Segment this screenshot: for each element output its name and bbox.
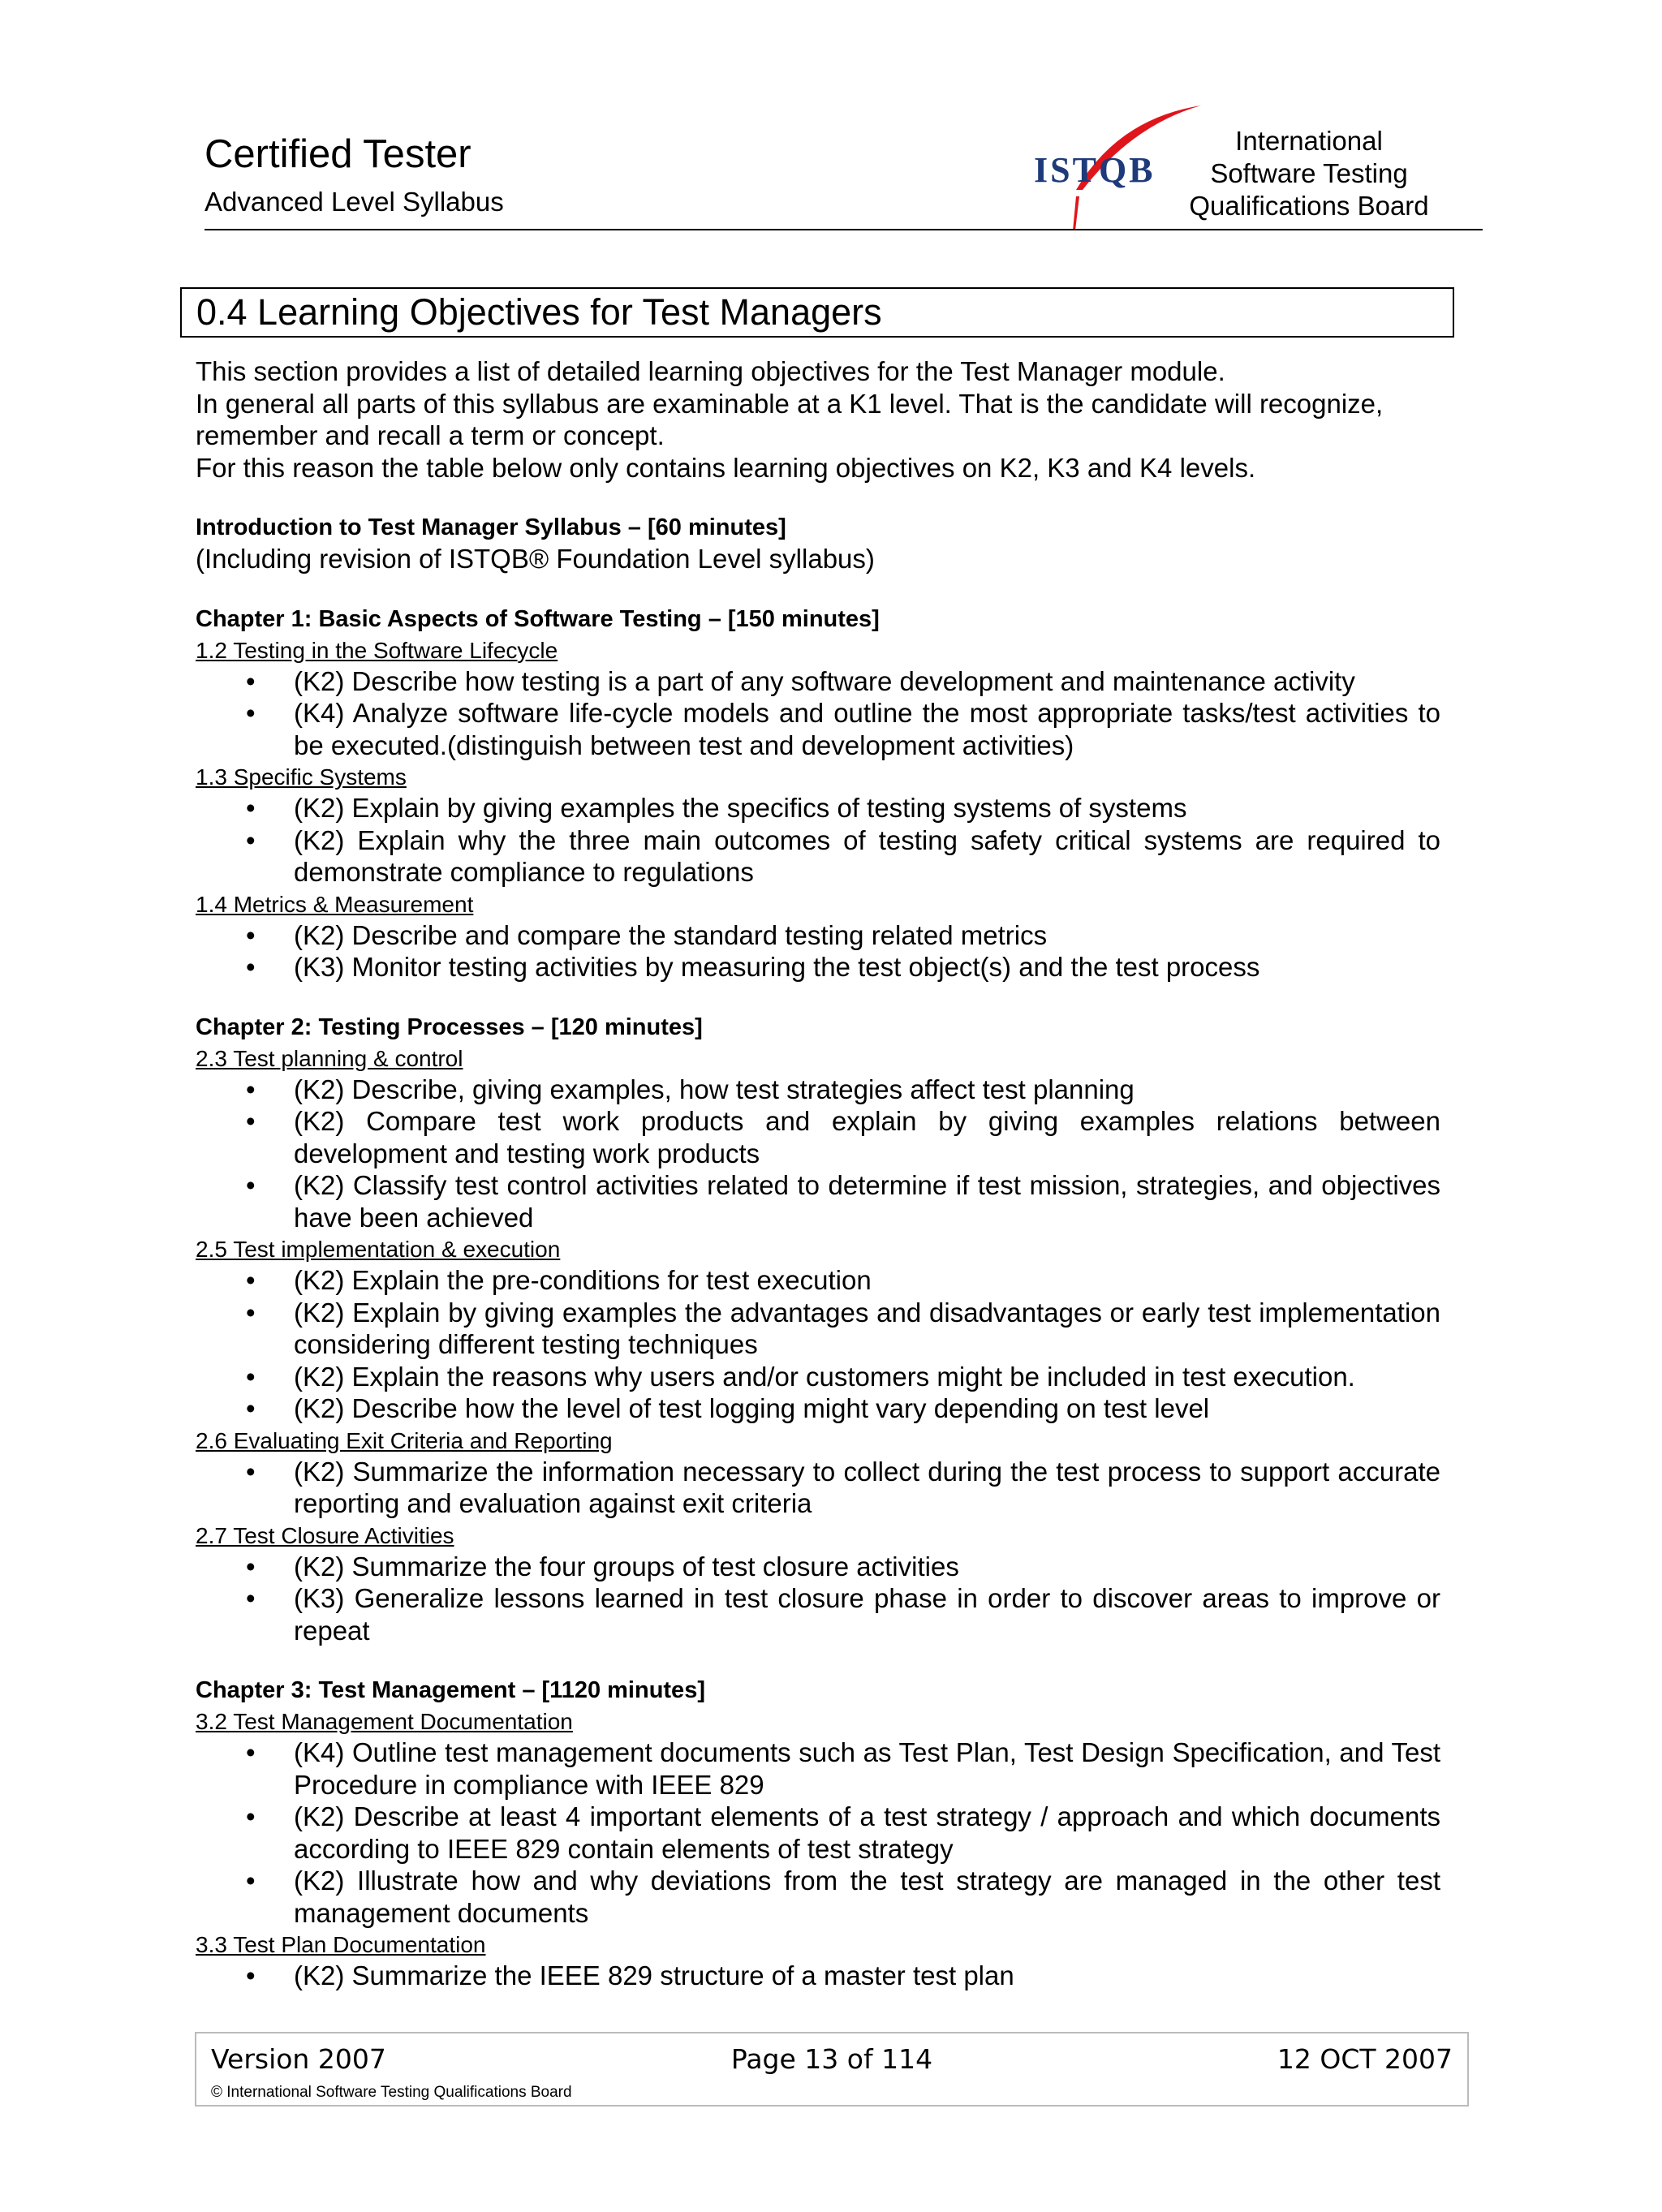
objective-text: (K2) Describe and compare the standard testing related metrics	[294, 919, 1048, 950]
intro-paragraph: In general all parts of this syllabus are examinable at a K1 level. That is the candidate will recognize, remember and recall a term or concept.	[196, 388, 1384, 450]
objective-item	[196, 1297, 1440, 1361]
objective-list	[196, 1456, 1440, 1520]
document-subtitle: Advanced Level Syllabus	[205, 187, 504, 217]
objective-text: (K2) Explain the pre-conditions for test execution	[294, 1265, 872, 1295]
objective-list	[196, 792, 1440, 889]
bullet-icon: •	[246, 1393, 256, 1423]
subsection-title: 2.5 Test implementation & execution	[196, 1237, 561, 1262]
page-footer	[195, 2032, 1469, 2107]
bullet-icon: •	[246, 1297, 256, 1328]
bullet-icon: •	[246, 698, 256, 728]
objective-text: (K2) Compare test work products and explain by giving examples relations between development and testing work products	[294, 1106, 1440, 1168]
bullet-icon: •	[246, 1170, 256, 1200]
objective-item	[196, 1865, 1440, 1929]
objective-text: (K4) Analyze software life-cycle models and outline the most appropriate tasks/test activities to be executed.(distinguish between test and development activities)	[294, 698, 1440, 760]
bullet-icon: •	[246, 1106, 256, 1136]
objective-item	[196, 1264, 1440, 1297]
objective-text: (K2) Classify test control activities related to determine if test mission, strategies, and objectives have been achieved	[294, 1170, 1440, 1233]
objective-text: (K2) Explain why the three main outcomes of testing safety critical systems are required to demonstrate compliance to regulations	[294, 824, 1440, 887]
objective-text: (K2) Summarize the IEEE 829 structure of a master test plan	[294, 1960, 1014, 1990]
objective-list	[196, 1264, 1440, 1425]
objective-text: (K2) Describe how the level of test logging might vary depending on test level	[294, 1393, 1210, 1423]
objective-list	[196, 665, 1440, 762]
objective-item	[196, 1392, 1440, 1425]
objective-item	[196, 1736, 1440, 1801]
bullet-icon: •	[246, 1960, 256, 1990]
bullet-icon: •	[246, 1801, 256, 1831]
objective-item	[196, 665, 1440, 698]
org-line: Software Testing	[1210, 158, 1408, 188]
footer-page-number: Page 13 of 114	[730, 2043, 933, 2075]
chapter-list	[196, 605, 1440, 1992]
bullet-icon: •	[246, 919, 256, 950]
objective-text: (K2) Summarize the information necessary to collect during the test process to support accurate reporting and evaluation against exit criteria	[294, 1456, 1440, 1518]
objective-item	[196, 1801, 1440, 1865]
footer-date: 12 OCT 2007	[1277, 2043, 1453, 2075]
footer-version: Version 2007	[211, 2043, 386, 2075]
intro-text	[196, 355, 1440, 484]
objective-item	[196, 792, 1440, 824]
objective-list	[196, 919, 1440, 983]
objective-list	[196, 1960, 1440, 1992]
subsection-title: 1.3 Specific Systems	[196, 764, 407, 790]
subsection-title: 1.2 Testing in the Software Lifecycle	[196, 637, 558, 663]
chapter-heading: Chapter 2: Testing Processes – [120 minutes]	[196, 1013, 703, 1040]
objective-list	[196, 1074, 1440, 1234]
logo-text: ISTQB	[1034, 150, 1156, 190]
objective-item	[196, 951, 1440, 983]
bullet-icon: •	[246, 1361, 256, 1392]
intro-chapter-note: (Including revision of ISTQB® Foundation Level syllabus)	[196, 544, 875, 574]
objective-text: (K3) Generalize lessons learned in test closure phase in order to discover areas to improve or repeat	[294, 1583, 1440, 1646]
document-title: Certified Tester	[205, 132, 471, 176]
bullet-icon: •	[246, 1737, 256, 1767]
objective-item	[196, 824, 1440, 889]
org-line: International	[1235, 126, 1383, 156]
objective-text: (K2) Describe at least 4 important elements of a test strategy / approach and which documents according to IEEE 829 contain elements of test strategy	[294, 1801, 1440, 1864]
objective-item	[196, 1960, 1440, 1992]
org-name	[1175, 125, 1443, 222]
objective-text: (K3) Monitor testing activities by measuring the test object(s) and the test process	[294, 952, 1260, 982]
objective-text: (K2) Describe how testing is a part of any software development and maintenance activity	[294, 665, 1355, 696]
subsection-title: 2.3 Test planning & control	[196, 1045, 463, 1071]
bullet-icon: •	[246, 952, 256, 982]
subsection-title: 2.7 Test Closure Activities	[196, 1522, 454, 1548]
objective-text: (K2) Describe, giving examples, how test strategies affect test planning	[294, 1074, 1135, 1104]
objective-item	[196, 697, 1440, 761]
intro-paragraph: This section provides a list of detailed learning objectives for the Test Manager module.	[196, 356, 1225, 386]
objective-text: (K2) Explain by giving examples the specifics of testing systems of systems	[294, 793, 1187, 823]
bullet-icon: •	[246, 1265, 256, 1295]
chapter-heading: Chapter 3: Test Management – [1120 minutes]	[196, 1677, 705, 1703]
objective-item	[196, 1169, 1440, 1233]
bullet-icon: •	[246, 793, 256, 823]
bullet-icon: •	[246, 824, 256, 855]
objective-item	[196, 1105, 1440, 1169]
objective-item	[196, 1456, 1440, 1520]
objective-text: (K2) Illustrate how and why deviations from the test strategy are managed in the other test management documents	[294, 1866, 1440, 1928]
bullet-icon: •	[246, 1866, 256, 1896]
footer-copyright: © International Software Testing Qualifications Board	[211, 2084, 572, 2101]
bullet-icon: •	[246, 665, 256, 696]
intro-chapter-heading: Introduction to Test Manager Syllabus – [60 minutes]	[196, 514, 786, 540]
objective-item	[196, 1582, 1440, 1646]
subsection-title: 1.4 Metrics & Measurement	[196, 891, 474, 917]
page-content	[196, 355, 1440, 1992]
chapter-heading: Chapter 1: Basic Aspects of Software Testing – [150 minutes]	[196, 605, 880, 632]
subsection-title: 3.2 Test Management Documentation	[196, 1709, 573, 1734]
subsection-title: 3.3 Test Plan Documentation	[196, 1932, 486, 1957]
objective-item	[196, 919, 1440, 952]
objective-text: (K4) Outline test management documents such as Test Plan, Test Design Specification, and Test Procedure in compliance with IEEE 829	[294, 1737, 1440, 1800]
objective-text: (K2) Explain by giving examples the advantages and disadvantages or early test implementation considering different testing techniques	[294, 1297, 1440, 1359]
objective-item	[196, 1361, 1440, 1393]
objective-list	[196, 1736, 1440, 1929]
header-divider	[205, 229, 1483, 230]
bullet-icon: •	[246, 1551, 256, 1582]
org-line: Qualifications Board	[1189, 191, 1429, 221]
intro-paragraph: For this reason the table below only contains learning objectives on K2, K3 and K4 levels.	[196, 452, 1256, 483]
objective-list	[196, 1551, 1440, 1647]
objective-text: (K2) Explain the reasons why users and/or customers might be included in test execution.	[294, 1361, 1355, 1392]
bullet-icon: •	[246, 1583, 256, 1613]
bullet-icon: •	[246, 1456, 256, 1487]
objective-text: (K2) Summarize the four groups of test closure activities	[294, 1551, 959, 1582]
objective-item	[196, 1074, 1440, 1106]
subsection-title: 2.6 Evaluating Exit Criteria and Reporting	[196, 1427, 613, 1453]
bullet-icon: •	[246, 1074, 256, 1104]
section-heading: 0.4 Learning Objectives for Test Managers	[180, 287, 1454, 338]
objective-item	[196, 1551, 1440, 1583]
